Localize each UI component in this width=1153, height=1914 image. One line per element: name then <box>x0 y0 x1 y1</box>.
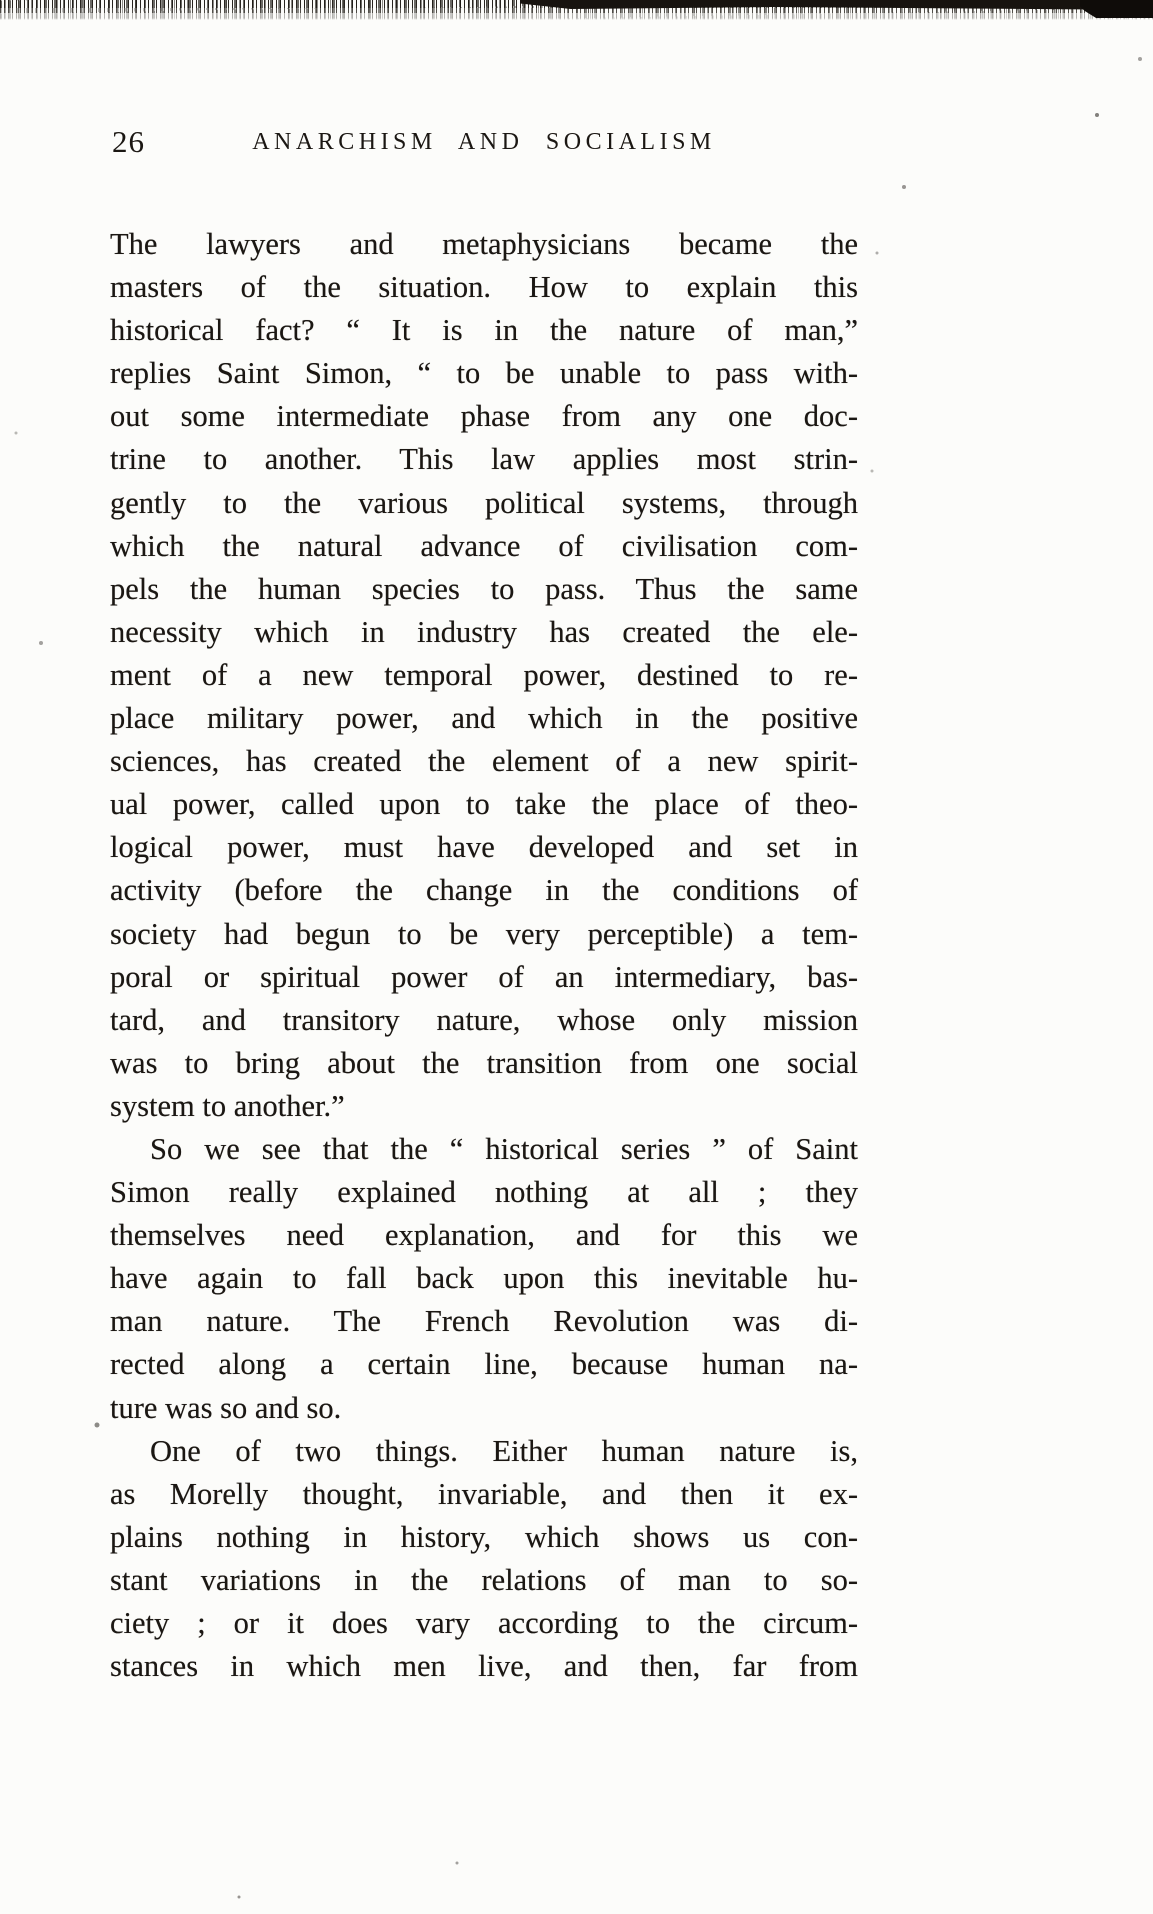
running-header-title: ANARCHISM AND SOCIALISM <box>252 129 716 155</box>
text-line: plains nothing in history, which shows us con- <box>110 1519 858 1554</box>
text-line: So we see that the “ historical series ” of Saint <box>150 1131 858 1166</box>
text-line: gently to the various political systems, through <box>110 485 858 520</box>
text-line: Simon really explained nothing at all ; they <box>110 1175 858 1210</box>
text-line: themselves need explanation, and for this we <box>110 1218 858 1253</box>
text-line: replies Saint Simon, “ to be unable to pass with- <box>110 356 858 391</box>
scan-speck-noise <box>0 0 2 2</box>
text-line: One of two things. Either human nature is, <box>150 1433 858 1468</box>
text-line: ment of a new temporal power, destined to re- <box>110 657 858 692</box>
text-line: tard, and transitory nature, whose only mission <box>110 1002 858 1037</box>
text-line: sciences, has created the element of a new spirit- <box>110 744 858 779</box>
text-line: rected along a certain line, because human na- <box>110 1347 858 1382</box>
text-line: trine to another. This law applies most strin- <box>110 442 858 477</box>
body-text <box>110 223 858 1688</box>
text-line: pels the human species to pass. Thus the same <box>110 571 858 606</box>
text-line: activity (before the change in the conditions of <box>110 873 858 908</box>
page-header <box>110 122 858 162</box>
page-number: 26 <box>112 124 145 159</box>
text-line: which the natural advance of civilisation com- <box>110 528 858 563</box>
text-line: logical power, must have developed and set in <box>110 830 858 865</box>
text-line: ual power, called upon to take the place of theo- <box>110 787 858 822</box>
text-line: out some intermediate phase from any one doc- <box>110 399 858 434</box>
text-line: The lawyers and metaphysicians became the <box>110 227 858 261</box>
text-line: system to another.” <box>110 1088 345 1123</box>
text-line: historical fact? “ It is in the nature of man,” <box>110 313 858 348</box>
text-line: was to bring about the transition from one social <box>110 1045 858 1080</box>
text-line: necessity which in industry has created the ele- <box>110 614 858 649</box>
text-line: poral or spiritual power of an intermediary, bas- <box>110 959 858 994</box>
text-line: society had begun to be very perceptible) a tem- <box>110 916 858 951</box>
text-line: ture was so and so. <box>110 1390 342 1425</box>
text-line: stances in which men live, and then, far from <box>110 1649 858 1684</box>
text-line: stant variations in the relations of man to so- <box>110 1562 858 1597</box>
text-line: have again to fall back upon this inevitable hu- <box>110 1261 858 1296</box>
text-line: masters of the situation. How to explain this <box>110 270 858 305</box>
text-line: as Morelly thought, invariable, and then it ex- <box>110 1476 858 1511</box>
text-line: man nature. The French Revolution was di- <box>110 1304 858 1339</box>
text-line: place military power, and which in the positive <box>110 701 858 736</box>
text-line: ciety ; or it does vary according to the circum- <box>110 1606 858 1640</box>
